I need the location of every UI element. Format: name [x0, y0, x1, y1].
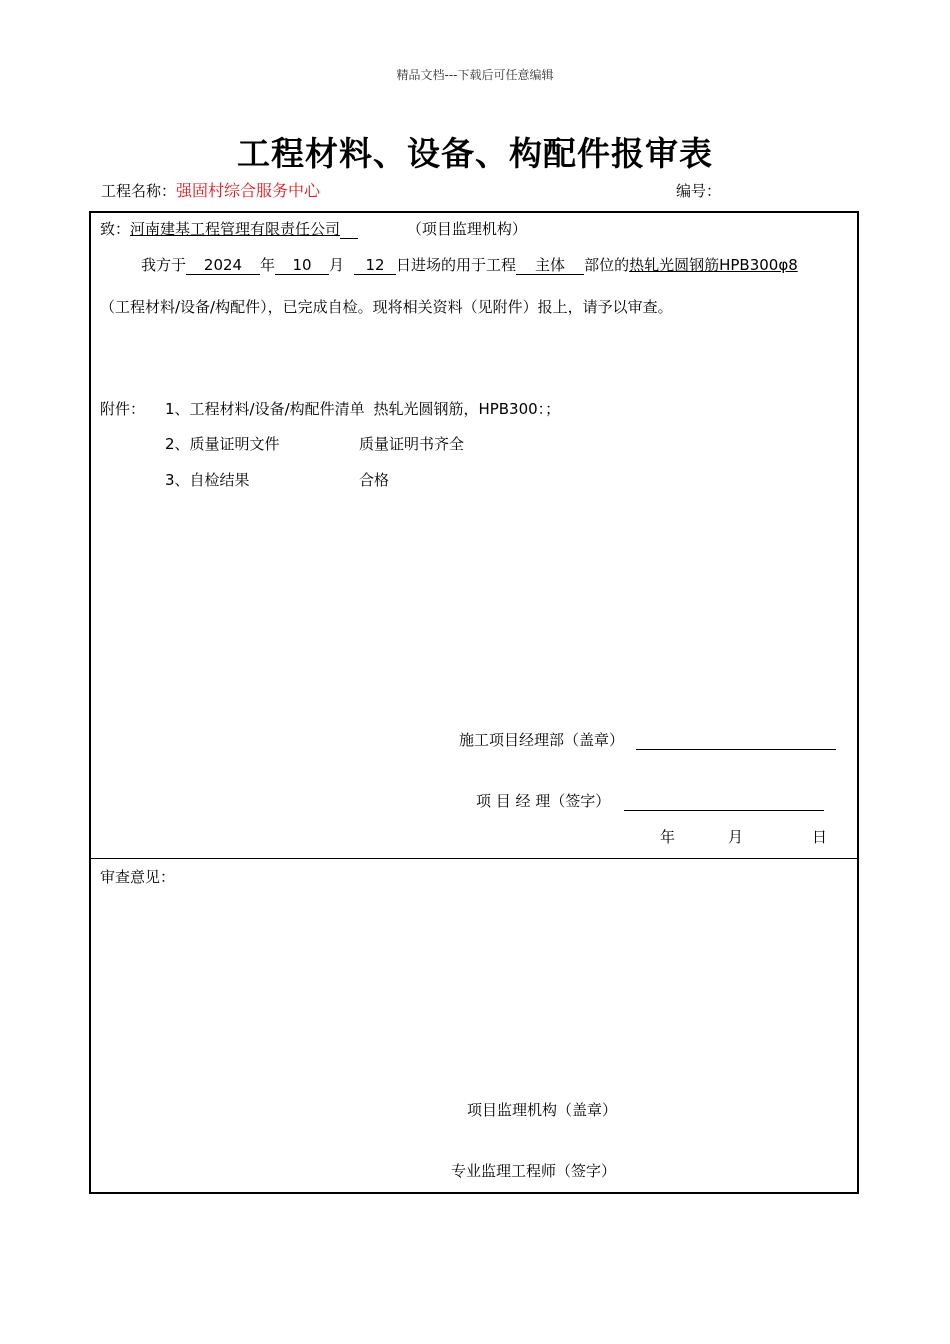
- addressee-row: [100, 218, 527, 239]
- date-month: 月: [728, 828, 744, 846]
- entry-statement-line: [141, 254, 798, 275]
- date-day: 日: [812, 828, 828, 846]
- engineer-sign-label: 专业监理工程师（签字）: [451, 1162, 617, 1180]
- attachment-2-label: 2、质量证明文件: [165, 435, 280, 453]
- addressee-company: 河南建基工程管理有限责任公司: [130, 220, 341, 238]
- project-name-row: [101, 178, 320, 201]
- review-opinion-label: 审查意见：: [100, 868, 176, 886]
- contractor-stamp-line: [636, 733, 836, 750]
- entry-year-unit: 年: [260, 256, 276, 274]
- attachment-1-label: 1、工程材料/设备/构配件清单: [165, 400, 365, 418]
- addressee-underline-tail: [340, 224, 358, 239]
- manager-sign-line: [624, 794, 824, 811]
- page-title: 工程材料、设备、构配件报审表: [237, 134, 713, 173]
- entry-statement-line2: （工程材料/设备/构配件），已完成自检。现将相关资料（见附件）报上，请予以审查。: [100, 298, 673, 316]
- attachment-1: [165, 398, 560, 419]
- addressee-role: （项目监理机构）: [406, 220, 527, 238]
- attachment-2-value: 质量证明书齐全: [359, 435, 465, 453]
- contractor-stamp-row: [459, 729, 836, 750]
- addressee-label: 致：: [100, 220, 131, 238]
- attachments-label: 附件：: [100, 400, 146, 418]
- entry-month: 10: [275, 256, 329, 275]
- entry-prefix: 我方于: [141, 256, 187, 274]
- contractor-stamp-label: 施工项目经理部（盖章）: [459, 731, 625, 749]
- entry-day: 12: [354, 256, 396, 275]
- date-year: 年: [660, 828, 676, 846]
- attachment-1-value: 热轧光圆钢筋，HPB300：；: [373, 400, 561, 418]
- entry-year: 2024: [186, 256, 260, 275]
- watermark: 精品文档---下载后可任意编辑: [396, 68, 554, 82]
- entry-material: 热轧光圆钢筋HPB300φ8: [629, 256, 798, 274]
- number-label: 编号：: [676, 182, 722, 200]
- entry-part-text: 部位的: [584, 256, 630, 274]
- entry-day-text: 日进场的用于工程: [396, 256, 517, 274]
- section-divider: [89, 858, 859, 859]
- form-table: [89, 211, 859, 1194]
- manager-sign-row: [476, 790, 824, 811]
- attachment-3-label: 3、自检结果: [165, 471, 250, 489]
- entry-part: 主体: [516, 256, 584, 275]
- entry-month-unit: 月: [329, 256, 345, 274]
- supervisor-stamp-label: 项目监理机构（盖章）: [467, 1101, 618, 1119]
- attachment-3-value: 合格: [359, 471, 390, 489]
- manager-sign-label: 项 目 经 理（签字）: [476, 792, 611, 810]
- project-name-value: 强固村综合服务中心: [176, 181, 321, 200]
- project-name-label: 工程名称：: [101, 182, 177, 200]
